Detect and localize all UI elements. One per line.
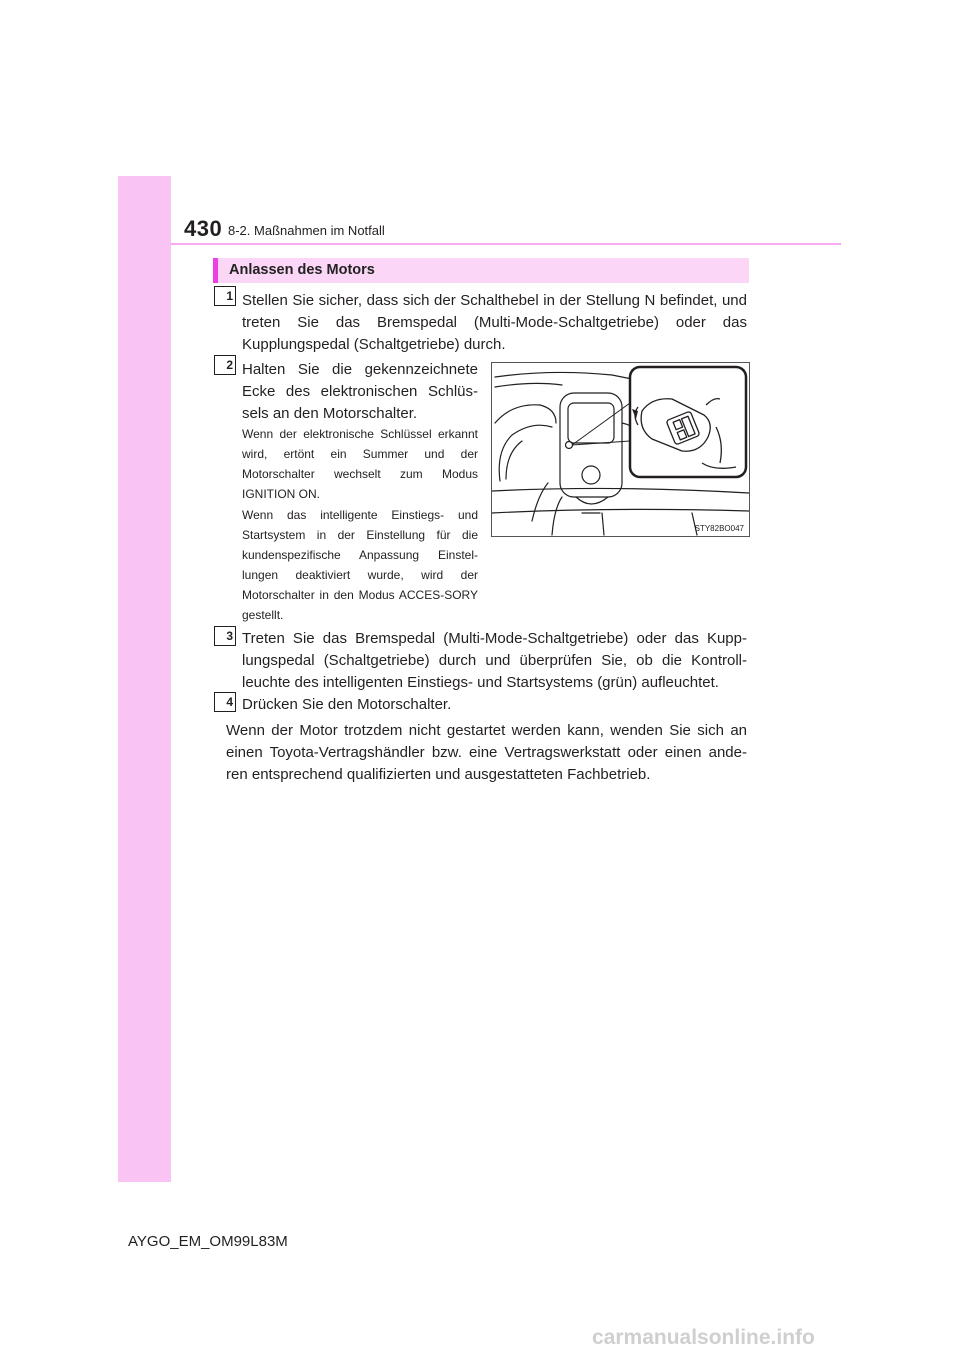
step-3-text: Treten Sie das Bremspedal (Multi-Mode-Schaltgetriebe) oder das Kupp-lungspedal (Schaltgetriebe) durch und überprüfen Sie, ob die Kontroll-leuchte des intelligenten Einstiegs- und Startsystems (grün) aufleuchtet.	[242, 630, 747, 691]
watermark: carmanualsonline.info	[592, 1326, 815, 1349]
footer-manual-code: AYGO_EM_OM99L83M	[128, 1233, 288, 1250]
heading-bar	[213, 258, 749, 283]
step-number-3: 3	[214, 626, 236, 646]
step-number-1: 1	[214, 286, 236, 306]
step-4-text: Drücken Sie den Motorschalter.	[242, 696, 452, 713]
heading-title: Anlassen des Motors	[229, 262, 375, 278]
closing-paragraph: Wenn der Motor trotzdem nicht gestartet werden kann, wenden Sie sich an einen Toyota-Vertragshändler bzw. eine Vertragswerkstatt oder einen ande-ren entsprechend qualifizierten und ausgestatteten Fachbetrieb.	[226, 722, 747, 783]
page-number: 430	[184, 216, 223, 241]
header-divider	[171, 243, 841, 245]
step-2-text: Halten Sie die gekennzeichnete Ecke des elektronischen Schlüs-sels an den Motorschalter.	[242, 361, 478, 422]
section-title: 8-2. Maßnahmen im Notfall	[228, 223, 385, 238]
key-illustration	[491, 362, 750, 537]
step-1-text: Stellen Sie sicher, dass sich der Schalthebel in der Stellung N befindet, und treten Sie das Bremspedal (Multi-Mode-Schaltgetriebe) oder das Kupplungspedal (Schaltgetriebe) durch.	[242, 292, 747, 353]
dashboard-key-drawing	[492, 363, 749, 536]
step-number-2: 2	[214, 355, 236, 375]
side-color-band	[118, 176, 171, 1182]
figure-code: STY82BO047	[694, 524, 744, 533]
step-2-note-1: Wenn der elektronische Schlüssel erkannt wird, ertönt ein Summer und der Motorschalter wechselt zum Modus IGNITION ON.	[242, 427, 478, 501]
step-number-4: 4	[214, 692, 236, 712]
step-2-note-2: Wenn das intelligente Einstiegs- und Startsystem in der Einstellung für die kundenspezifische Anpassung Einstel-lungen deaktiviert wurde, wird der Motorschalter in den Modus ACCES-SORY gestellt.	[242, 508, 478, 622]
